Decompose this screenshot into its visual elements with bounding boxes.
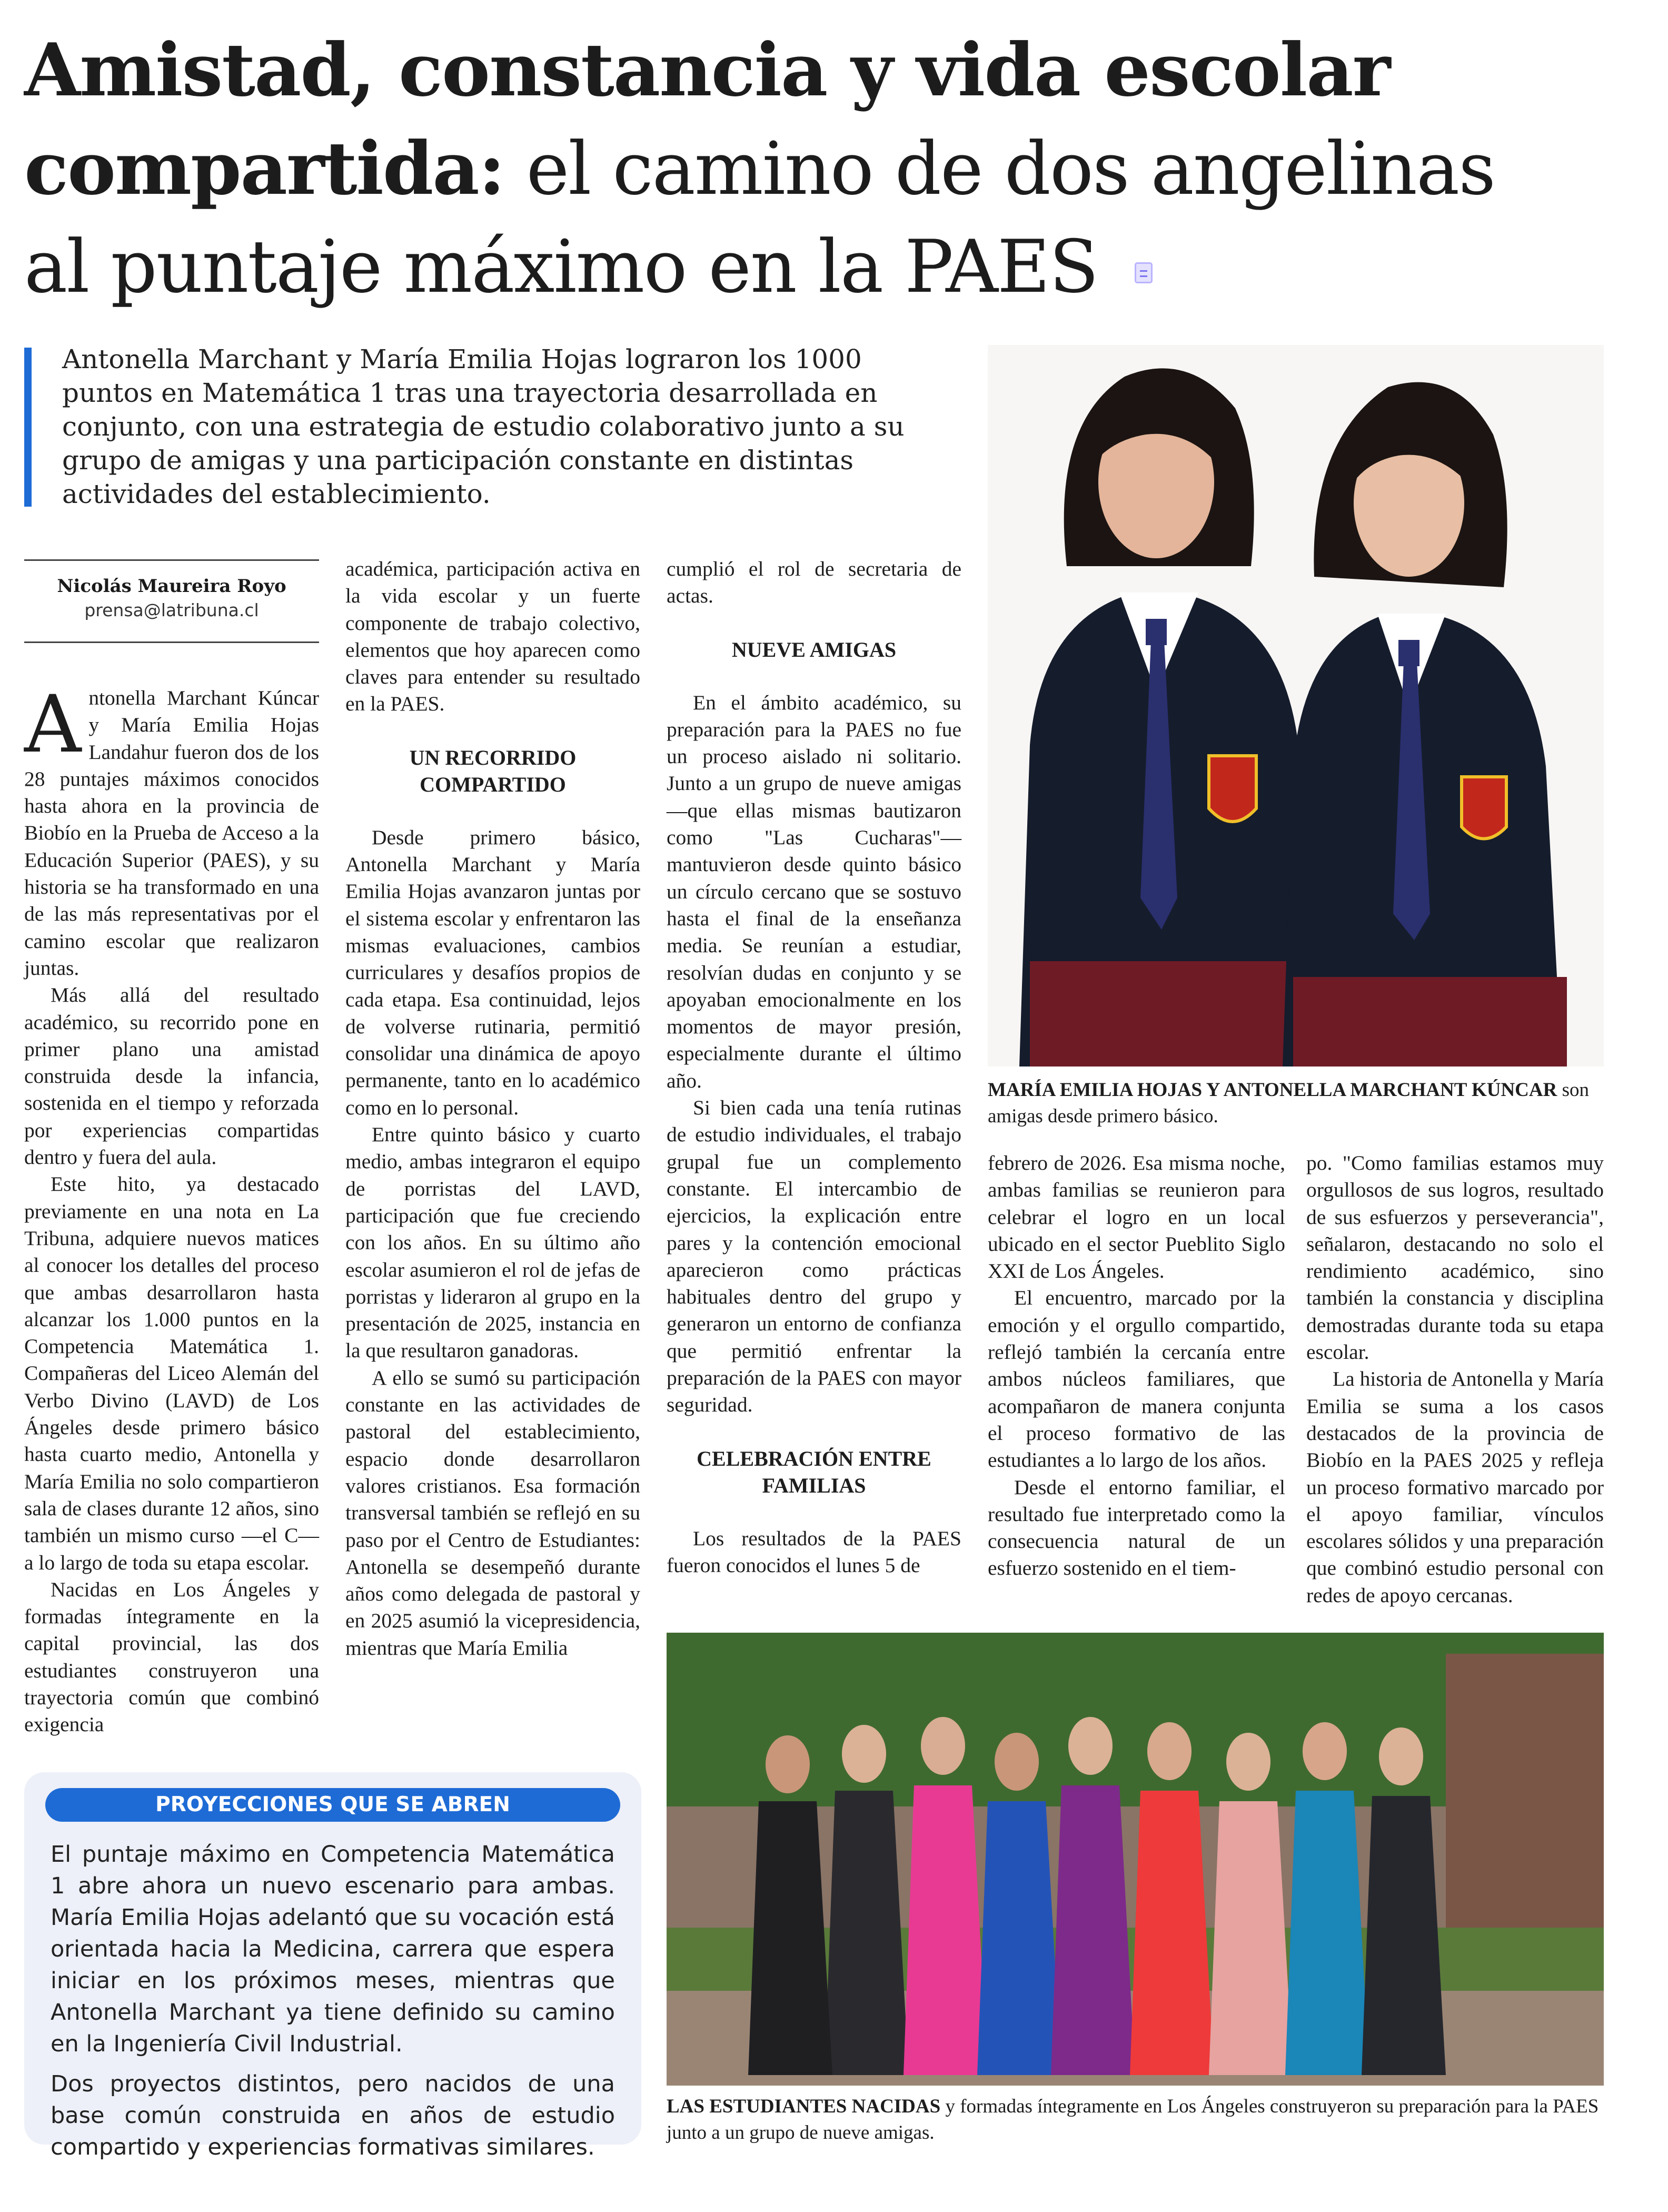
lead-paragraph: Antonella Marchant y María Emilia Hojas lograron los 1000 puntos en Matemática 1 tras una trayectoria desarrollada en conjunto, con una estrategia de estudio colaborativo junto a su grupo de amigas y una participación constante en distintas actividades del establecimiento. <box>62 344 905 509</box>
caption2-rest: y formadas íntegramente en Los Ángeles construyeron su preparación para la PAES junto a un grupo de nueve amigas. <box>667 2096 1599 2144</box>
byline <box>24 574 319 623</box>
article-column-4 <box>988 1150 1285 1582</box>
article-column-2 <box>345 556 640 1662</box>
col2-paragraph-3: A ello se sumó su participación constante en las actividades de pastoral del establecimiento, espacio donde desarrollaron valores cristianos. Esa formación transversal también se reflejó en su paso por el Centro de Estudiantes: Antonella se desempeñó durante años como delegada de pastoral y en 2025 asumió la vicepresidencia, mientras que María Emilia <box>345 1366 640 1660</box>
byline-bottom-rule <box>24 641 319 643</box>
article-column-5 <box>1306 1150 1604 1609</box>
col5-paragraph-1: La historia de Antonella y María Emilia se suma a los casos destacados de la provincia de Biobío en la PAES 2025 y refleja un proceso formativo marcado por el apoyo familiar, vínculos escolares sólidos y una preparación que combinó estudio personal con redes de apoyo cercanas. <box>1306 1367 1604 1607</box>
caption1-bold: MARÍA EMILIA HOJAS Y ANTONELLA MARCHANT KÚNCAR <box>988 1079 1557 1101</box>
subhead-un-recorrido: UN RECORRIDO COMPARTIDO <box>409 745 577 796</box>
note-icon[interactable] <box>1135 262 1153 283</box>
drop-cap: A <box>24 679 82 771</box>
lead-accent-bar <box>24 348 32 507</box>
article-column-3 <box>667 556 961 1579</box>
students-illustration <box>988 345 1604 1066</box>
byline-author: Nicolás Maureira Royo <box>57 576 286 597</box>
projections-box-body <box>51 1839 615 2163</box>
col1-paragraph-2: Más allá del resultado académico, su recorrido pone en primer plano una amistad construida desde la infancia, sostenida en el tiempo y reforzada por experiencias compartidas dentro y fuera del aula. <box>24 983 319 1169</box>
article-column-1 <box>24 679 319 1739</box>
col2-paragraph-1: Desde primero básico, Antonella Marchant y María Emilia Hojas avanzaron juntas por el sistema escolar y enfrentaron las mismas evaluaciones, cambios curriculares y desafíos propios de cada etapa. Esa continuidad, lejos de volverse rutinaria, permitió consolidar una dinámica de apoyo permanente, tanto en lo académico como en lo personal. <box>345 825 640 1119</box>
col3-paragraph-1: En el ámbito académico, su preparación para la PAES no fue un proceso aislado ni solitario. Junto a un grupo de nueve amigas —que ellas mismas bautizaron como "Las Cucharas"— mantuvieron desde quinto básico un círculo cercano que se sostuvo hasta el final de la enseñanza media. Se reunían a estudiar, resolvían dudas en conjunto y se apoyaban emocionalmente en los momentos de mayor presión, especialmente durante el último año. <box>667 690 961 1092</box>
headline-line1: Amistad, constancia y vida escolar <box>24 27 1390 113</box>
caption1-rest: son amigas desde primero básico. <box>988 1079 1590 1127</box>
caption2-bold: LAS ESTUDIANTES NACIDAS <box>667 2096 941 2117</box>
col3-paragraph-2: Si bien cada una tenía rutinas de estudio individuales, el trabajo grupal fue un complemento constante. El intercambio de ejercicios, la explicación entre pares y la contención emocional aparecieron como prácticas habituales dentro del grupo y generaron un entorno de confianza que permitió enfrentar la preparación de la PAES con mayor seguridad. <box>667 1096 961 1417</box>
col3-paragraph-3: Los resultados de la PAES fueron conocidos el lunes 5 de <box>667 1526 961 1577</box>
col2-paragraph-0: académica, participación activa en la vida escolar y un fuerte componente de trabajo colectivo, elementos que hoy aparecen como claves para entender su resultado en la PAES. <box>345 557 640 716</box>
col3-paragraph-0: cumplió el rol de secretaria de actas. <box>667 557 961 608</box>
box-paragraph-2: Dos proyectos distintos, pero nacidos de una base común construida en años de estudio compartido y experiencias formativas similares. <box>51 2071 615 2160</box>
col4-paragraph-1: El encuentro, marcado por la emoción y el orgullo compartido, reflejó también la cercanía entre ambos núcleos familiares, que acompañaron de manera conjunta el proceso formativo de las estudiantes a lo largo de los años. <box>988 1286 1285 1472</box>
headline-line3: al puntaje máximo en la PAES <box>24 224 1098 309</box>
col4-paragraph-2: Desde el entorno familiar, el resultado fue interpretado como la consecuencia natural de un esfuerzo sostenido en el tiem- <box>988 1475 1285 1580</box>
group-illustration <box>667 1633 1604 2086</box>
students-photo-caption <box>988 1077 1604 1130</box>
col1-paragraph-4: Nacidas en Los Ángeles y formadas íntegramente en la capital provincial, las dos estudiantes construyeron una trayectoria común que combinó exigencia <box>24 1577 319 1736</box>
group-photo-caption <box>667 2094 1604 2146</box>
projections-box-title: PROYECCIONES QUE SE ABREN <box>45 1788 620 1822</box>
headline-line2-rest: el camino de dos angelinas <box>504 126 1495 211</box>
byline-email[interactable]: prensa@latribuna.cl <box>84 600 259 620</box>
headline <box>24 21 1635 316</box>
subhead-nueve-amigas: NUEVE AMIGAS <box>731 637 897 661</box>
students-photo <box>988 345 1604 1066</box>
headline-line2-bold: compartida: <box>24 125 504 211</box>
box-paragraph-1: El puntaje máximo en Competencia Matemática 1 abre ahora un nuevo escenario para ambas. María Emilia Hojas adelantó que su vocación está orientada hacia la Medicina, carrera que espera iniciar en los próximos meses, mientras que Antonella Marchant ya tiene definido su camino en la Ingeniería Civil Industrial. <box>51 1841 615 2057</box>
subhead-celebracion: CELEBRACIÓN ENTRE FAMILIAS <box>697 1446 931 1497</box>
group-photo <box>667 1633 1604 2086</box>
col4-paragraph-0: febrero de 2026. Esa misma noche, ambas familias se reunieron para celebrar el logro en un local ubicado en el sector Pueblito Siglo XXI de Los Ángeles. <box>988 1151 1285 1283</box>
projections-box <box>24 1772 641 2160</box>
col2-paragraph-2: Entre quinto básico y cuarto medio, ambas integraron el equipo de porristas del LAVD, participación que fue creciendo con los años. En su último año escolar asumieron el rol de jefas de porristas y lideraron al grupo en la presentación de 2025, instancia en la que resultaron ganadoras. <box>345 1123 640 1362</box>
col1-paragraph-3: Este hito, ya destacado previamente en una nota en La Tribuna, adquiere nuevos matices al conocer los detalles del proceso que ambas desarrollaron hasta alcanzar los 1.000 puntos en la Competencia Matemática 1. Compañeras del Liceo Alemán del Verbo Divino (LAVD) de Los Ángeles desde primero básico hasta cuarto medio, Antonella y María Emilia no solo compartieron sala de clases durante 12 años, sino también un mismo curso —el C— a lo largo de toda su etapa escolar. <box>24 1172 319 1574</box>
col5-paragraph-0: po. "Como familias estamos muy orgullosos de sus logros, resultado de sus esfuerzos y perseverancia", señalaron, destacando no solo el rendimiento académico, sino también la constancia y disciplina demostradas durante toda su etapa escolar. <box>1306 1151 1604 1364</box>
byline-top-rule <box>24 559 319 561</box>
col1-paragraph-1: ntonella Marchant Kúncar y María Emilia Hojas Landahur fueron dos de los 28 puntajes máximos conocidos hasta ahora en la provincia de Biobío en la Prueba de Acceso a la Educación Superior (PAES), y su historia se ha transformado en una de las más representativas por el camino escolar que realizaron juntas. <box>24 686 319 980</box>
